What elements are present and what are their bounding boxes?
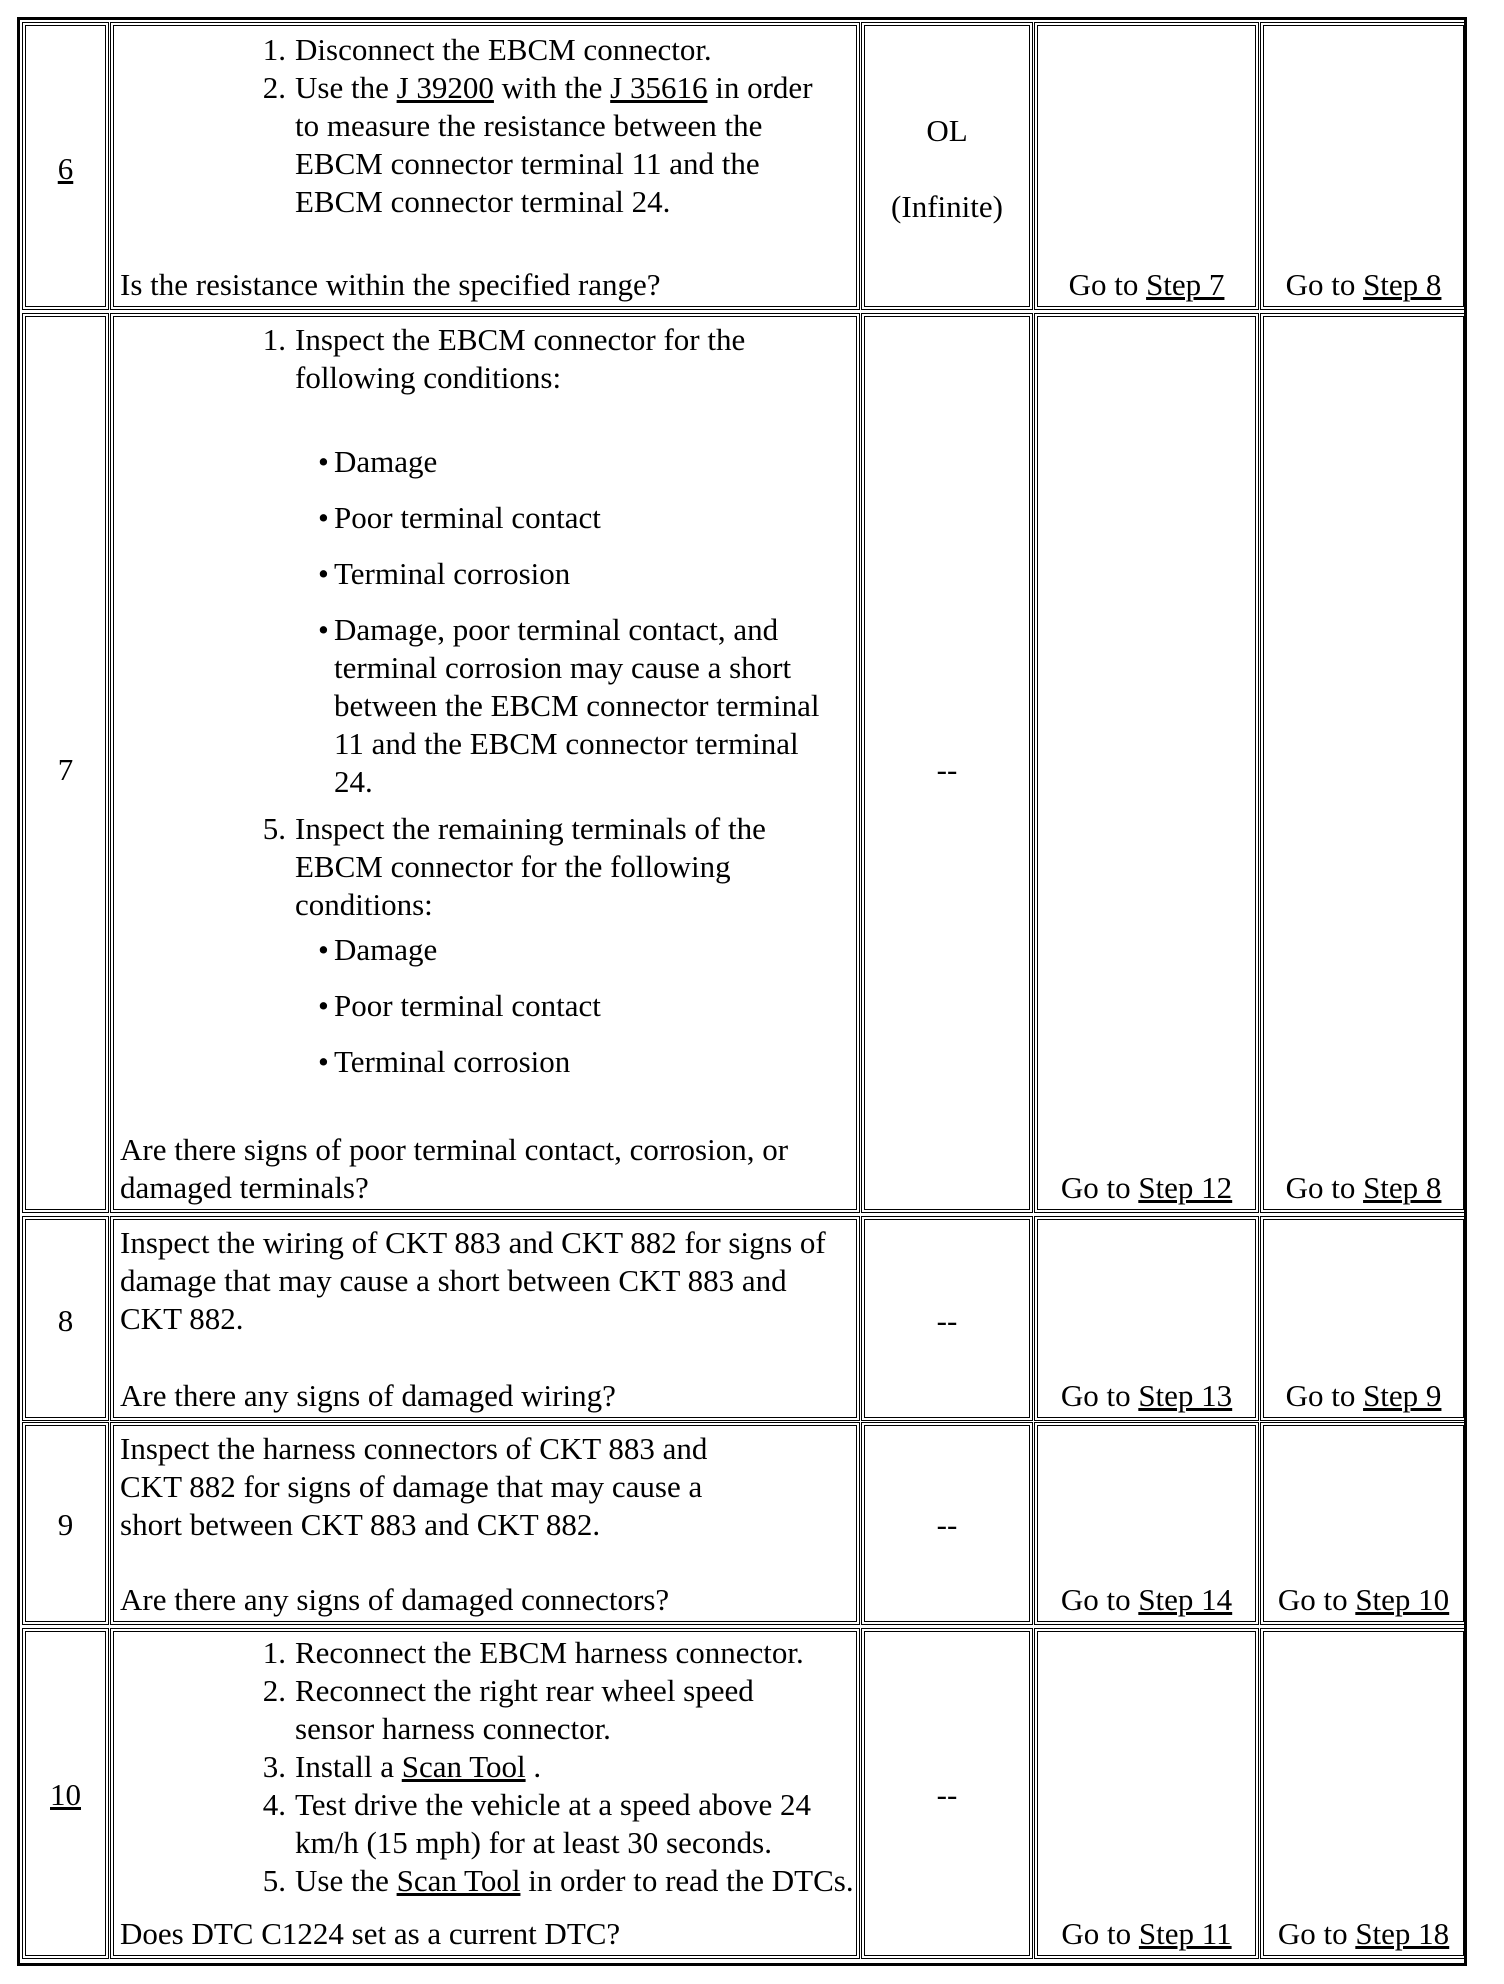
instruction-text: Inspect the harness connectors of CKT 883 and CKT 882 for signs of damage that may cause a short between CKT 883 and CKT 882. bbox=[120, 1431, 708, 1542]
bullet-item: • Damage bbox=[114, 443, 856, 481]
yes-cell: Go to Step 13 bbox=[1037, 1219, 1256, 1418]
action-cell bbox=[113, 1219, 857, 1418]
action-cell bbox=[113, 316, 857, 1210]
bullet-item: • Poor terminal contact bbox=[114, 987, 856, 1025]
step-number: 7 bbox=[57, 752, 74, 787]
value-text: -- bbox=[936, 1777, 958, 1812]
step-number-link[interactable]: 6 bbox=[57, 151, 74, 186]
yes-cell: Go to Step 7 bbox=[1037, 25, 1256, 307]
list-item: 1. Reconnect the EBCM harness connector. bbox=[262, 1635, 804, 1670]
bullet-item: • Damage bbox=[114, 931, 856, 969]
step-number: 9 bbox=[57, 1507, 74, 1542]
go-to-step-link[interactable]: Step 11 bbox=[1138, 1916, 1232, 1951]
go-to-step-link[interactable]: Step 14 bbox=[1138, 1582, 1233, 1617]
question-text: Does DTC C1224 set as a current DTC? bbox=[120, 1916, 621, 1951]
scan-tool-link[interactable]: Scan Tool bbox=[396, 1863, 521, 1898]
bullet-item: • Poor terminal contact bbox=[114, 499, 856, 537]
value-cell bbox=[864, 316, 1030, 1210]
step-number-cell bbox=[25, 1219, 106, 1418]
no-cell: Go to Step 8 bbox=[1263, 316, 1464, 1210]
list-item: 2. Reconnect the right rear wheel speed sensor harness connector. bbox=[262, 1673, 754, 1746]
go-to-step-link[interactable]: Step 7 bbox=[1146, 267, 1225, 302]
go-to-step-link[interactable]: Step 13 bbox=[1138, 1378, 1233, 1413]
go-to-step-link[interactable]: Step 10 bbox=[1355, 1582, 1450, 1617]
step-number-cell bbox=[25, 1631, 106, 1956]
value-text: -- bbox=[936, 752, 958, 787]
question-text: Are there any signs of damaged connectors? bbox=[120, 1582, 670, 1617]
action-cell bbox=[113, 1425, 857, 1622]
value-cell bbox=[864, 1631, 1030, 1956]
value-text: -- bbox=[936, 1303, 958, 1338]
step-number-cell bbox=[25, 316, 106, 1210]
value-cell bbox=[864, 25, 1030, 307]
list-item: 1. Inspect the EBCM connector for the following conditions: bbox=[262, 322, 746, 395]
list-item: 5. Use the Scan Tool in order to read the DTCs. bbox=[262, 1863, 854, 1898]
step-number-cell bbox=[25, 1425, 106, 1622]
go-to-step-link[interactable]: Step 18 bbox=[1355, 1916, 1450, 1951]
question-text: Is the resistance within the specified range? bbox=[120, 267, 661, 302]
list-item: 1. Disconnect the EBCM connector. bbox=[262, 32, 712, 67]
step-number-cell bbox=[25, 25, 106, 307]
value-text: OL bbox=[926, 113, 968, 148]
bullet-item: • Terminal corrosion bbox=[114, 555, 856, 593]
go-to-step-link[interactable]: Step 12 bbox=[1138, 1170, 1233, 1205]
no-cell: Go to Step 8 bbox=[1263, 25, 1464, 307]
yes-cell: Go to Step 14 bbox=[1037, 1425, 1256, 1622]
yes-cell: Go to Step 11 bbox=[1037, 1631, 1256, 1956]
go-to-step-link[interactable]: Step 8 bbox=[1363, 267, 1442, 302]
list-item: 4. Test drive the vehicle at a speed above 24 km/h (15 mph) for at least 30 seconds. bbox=[262, 1787, 812, 1860]
bullet-item: • Damage, poor terminal contact, and terminal corrosion may cause a short between the EBCM connector terminal 11 and the EBCM connector terminal 24. bbox=[114, 611, 856, 801]
list-item: 3. Install a Scan Tool . bbox=[262, 1749, 542, 1784]
value-text: -- bbox=[936, 1507, 958, 1542]
no-cell: Go to Step 9 bbox=[1263, 1219, 1464, 1418]
value-text: (Infinite) bbox=[891, 189, 1003, 224]
go-to-step-link[interactable]: Step 9 bbox=[1363, 1378, 1442, 1413]
bullet-item: • Terminal corrosion bbox=[114, 1043, 856, 1081]
no-cell: Go to Step 18 bbox=[1263, 1631, 1464, 1956]
step-number: 8 bbox=[57, 1303, 74, 1338]
yes-cell: Go to Step 12 bbox=[1037, 316, 1256, 1210]
question-text: Are there signs of poor terminal contact, corrosion, or damaged terminals? bbox=[120, 1132, 789, 1205]
go-to-step-link[interactable]: Step 8 bbox=[1363, 1170, 1442, 1205]
action-cell bbox=[113, 1631, 857, 1956]
tool-link-j39200[interactable]: J 39200 bbox=[396, 70, 494, 105]
step-number-link[interactable]: 10 bbox=[50, 1777, 81, 1812]
instruction-text: Inspect the wiring of CKT 883 and CKT 882 for signs of damage that may cause a short between CKT 883 and CKT 882. bbox=[120, 1225, 826, 1336]
diagnostic-table bbox=[17, 17, 1467, 1966]
value-cell bbox=[864, 1425, 1030, 1622]
value-cell bbox=[864, 1219, 1030, 1418]
no-cell: Go to Step 10 bbox=[1263, 1425, 1464, 1622]
scan-tool-link[interactable]: Scan Tool bbox=[401, 1749, 526, 1784]
action-cell bbox=[113, 25, 857, 307]
tool-link-j35616[interactable]: J 35616 bbox=[610, 70, 708, 105]
list-item: 5. Inspect the remaining terminals of the EBCM connector for the following conditions: bbox=[262, 811, 766, 922]
list-item: 2. Use the J 39200 with the J 35616 in order to measure the resistance between the EBCM connector terminal 11 and the EBCM connector terminal 24. bbox=[262, 70, 813, 219]
question-text: Are there any signs of damaged wiring? bbox=[120, 1378, 616, 1413]
